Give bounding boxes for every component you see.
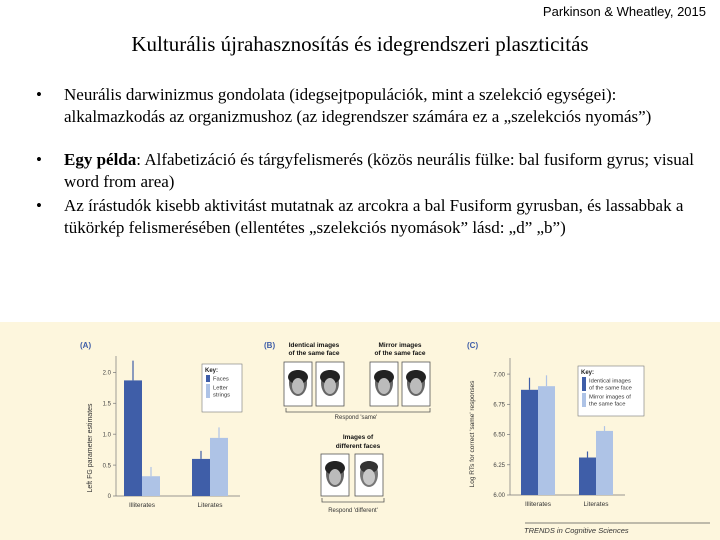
mirror-label-2: of the same face [374, 350, 426, 357]
panel-b [264, 341, 430, 514]
legend-title: Key: [205, 368, 219, 374]
y-tick-label: 1.0 [102, 432, 111, 439]
legend-swatch [582, 377, 586, 391]
panel-label-c: (C) [467, 341, 479, 350]
respond-different: Respond 'different' [328, 508, 378, 514]
y-tick-label: 6.25 [493, 462, 505, 469]
legend-label: Letter [213, 385, 228, 392]
bullet-dot: • [36, 150, 42, 169]
bar [142, 476, 160, 496]
legend-swatch [582, 393, 586, 407]
different-label-2: different faces [335, 443, 381, 450]
bullet-text: : Alfabetizáció és tárgyfelismerés (közös neurális fülke: bal fusiform gyrus; visual word from area) [64, 150, 694, 191]
legend-label: the same face [589, 401, 626, 408]
face-photo [284, 362, 312, 406]
legend-label: Mirror images of [589, 394, 631, 401]
different-label: Images of [342, 434, 374, 441]
chart-c [467, 341, 644, 508]
bullet-text: Neurális darwinizmus gondolata (idegsejtpopulációk, mint a szelekció egységei): alkalmazkodás az organizmushoz (az idegrendszer számára ez a „szelekciós nyomás”) [64, 85, 652, 126]
bullet-dot: • [36, 85, 42, 104]
x-tick-label: Literates [583, 501, 609, 508]
bar [596, 431, 613, 495]
legend-swatch [206, 375, 210, 382]
panel-label-b: (B) [264, 341, 276, 350]
slide-title: Kulturális újrahasznosítás és idegrendszeri plaszticitás [131, 32, 589, 56]
face-photo [370, 362, 398, 406]
y-tick-label: 0 [107, 494, 111, 501]
chart-a-ylabel: Left FG parameter estimates [87, 403, 94, 493]
y-tick-label: 7.00 [493, 372, 505, 379]
bullet-dot: • [36, 196, 42, 215]
bullet-item [36, 195, 696, 238]
y-tick-label: 6.00 [493, 493, 505, 500]
legend-label: strings [213, 392, 231, 399]
legend-label: Faces [213, 376, 229, 383]
figure-svg [0, 322, 720, 540]
bullet-text: Az írástudók kisebb aktivitást mutatnak az arcokra a bal Fusiform gyrusban, és lassabbak a tükörkép felismerésében (ellentétes „szelekciós nyomások” lásd: „d” „b”) [64, 196, 684, 237]
legend-label: Identical images [589, 378, 631, 385]
bar [579, 458, 596, 495]
bar [210, 438, 228, 496]
x-tick-label: Illiterates [128, 502, 156, 509]
legend-title: Key: [581, 370, 595, 376]
legend-swatch [206, 384, 210, 398]
bracket [286, 408, 430, 412]
bar [192, 459, 210, 496]
face-photo [355, 454, 383, 496]
chart-c-ylabel: Log RTs for correct 'same' responses [469, 380, 476, 488]
face-photo [321, 454, 349, 496]
bullet-item [36, 84, 696, 127]
bullet-item [36, 149, 696, 192]
bar [124, 380, 142, 496]
legend-label: of the same face [589, 385, 632, 392]
identical-label: Identical images [288, 342, 340, 349]
figure [0, 322, 720, 540]
face-photo [316, 362, 344, 406]
citation: Parkinson & Wheatley, 2015 [542, 4, 706, 19]
bullet-list [36, 84, 696, 238]
bullet-bold-text: Egy példa [64, 150, 137, 169]
x-tick-label: Literates [197, 502, 223, 509]
bar [521, 390, 538, 495]
respond-same: Respond 'same' [334, 415, 378, 421]
mirror-label: Mirror images [378, 342, 422, 349]
bracket [322, 498, 384, 502]
y-tick-label: 0.5 [102, 463, 111, 470]
chart-a [80, 341, 242, 509]
y-tick-label: 2.0 [102, 370, 111, 377]
x-tick-label: Illiterates [524, 501, 552, 508]
y-tick-label: 6.75 [493, 402, 505, 409]
identical-label-2: of the same face [288, 350, 340, 357]
panel-label-a: (A) [80, 341, 92, 350]
y-tick-label: 1.5 [102, 401, 111, 408]
y-tick-label: 6.50 [493, 432, 505, 439]
figure-footer: TRENDS in Cognitive Sciences [524, 526, 629, 535]
bar [538, 386, 555, 495]
face-photo [402, 362, 430, 406]
